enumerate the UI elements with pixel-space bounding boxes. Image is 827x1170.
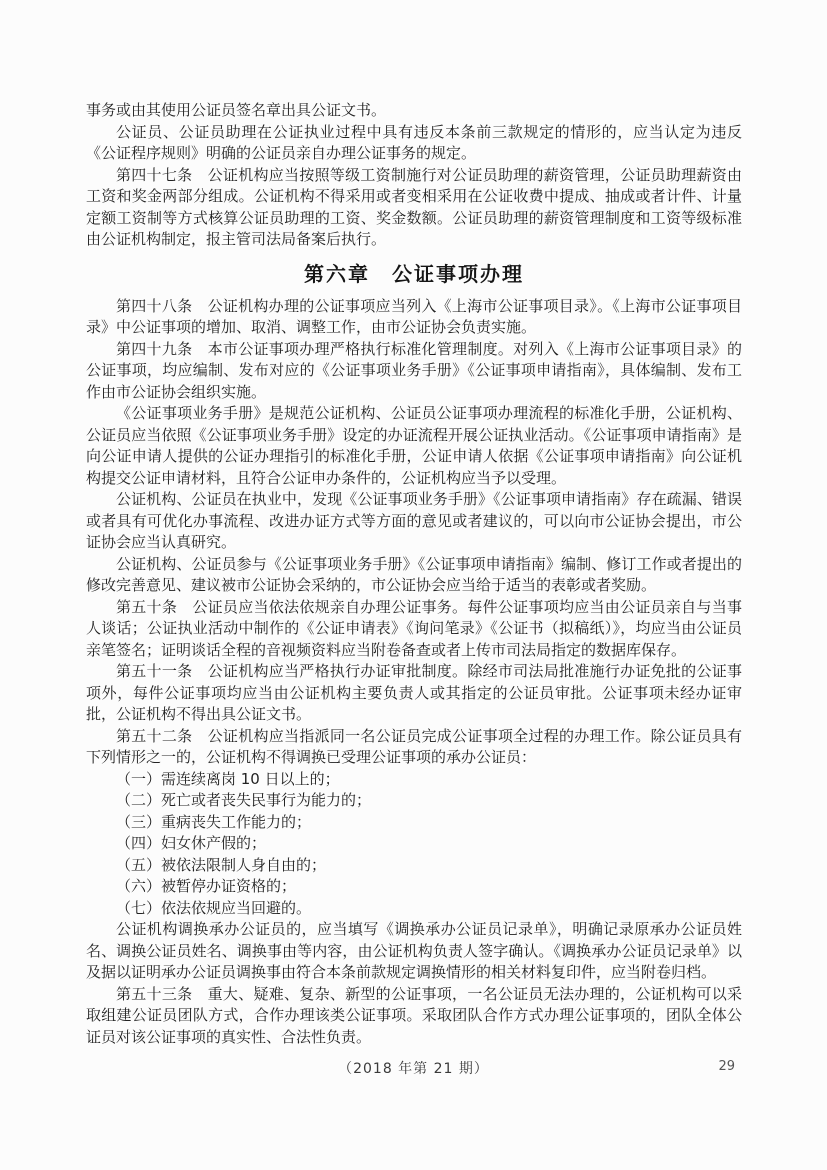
paragraph: 公证员、公证员助理在公证执业过程中具有违反本条前三款规定的情形的，应当认定为违反《公证程序规则》明确的公证员亲自办理公证事务的规定。 [86,122,742,162]
page-number: 29 [718,1059,735,1074]
paragraph: 《公证事项业务手册》是规范公证机构、公证员公证事项办理流程的标准化手册，公证机构、公证员应当依照《公证事项业务手册》设定的办证流程开展公证执业活动。《公证事项申请指南》是向公证申请人提供的公证办理指引的标准化手册，公证申请人依据《公证事项申请指南》向公证机构提交公证申请材料，且符合公证申办条件的，公证机构应当予以受理。 [86,404,742,487]
list-item: （四）妇女休产假的； [116,834,267,852]
chapter-heading: 第六章 公证事项办理 [304,261,524,286]
page-footer [0,1058,827,1080]
list-item: （五）被依法限制人身自由的； [116,855,327,874]
paragraph: 第五十一条 公证机构应当严格执行办证审批制度。除经市司法局批准施行办证免批的公证事项外，每件公证事项均应当由公证机构主要负责人或其指定的公证员审批。公证事项未经办证审批，公证机构不得出具公证文书。 [86,662,742,723]
document-body [86,100,742,1048]
paragraph: 公证机构、公证员在执业中，发现《公证事项业务手册》《公证事项申请指南》存在疏漏、错误或者具有可优化办事流程、改进办证方式等方面的意见或者建议的，可以向市公证协会提出，市公证协会应当认真研究。 [86,490,742,551]
paragraph: 第四十九条 本市公证事项办理严格执行标准化管理制度。对列入《上海市公证事项目录》的公证事项，均应编制、发布对应的《公证事项业务手册》《公证事项申请指南》，具体编制、发布工作由市公证协会组织实施。 [86,339,742,401]
paragraph: 第四十七条 公证机构应当按照等级工资制施行对公证员助理的薪资管理，公证员助理薪资由工资和奖金两部分组成。公证机构不得采用或者变相采用在公证收费中提成、抽成或者计件、计量定额工资制等方式核算公证员助理的工资、奖金数额。公证员助理的薪资管理制度和工资等级标准由公证机构制定，报主管司法局备案后执行。 [86,165,742,248]
list-item: （三）重病丧失工作能力的； [116,812,312,831]
list-item: （一）需连续离岗 10 日以上的； [116,769,340,788]
paragraph: 第四十八条 公证机构办理的公证事项应当列入《上海市公证事项目录》。《上海市公证事项目录》中公证事项的增加、取消、调整工作，由市公证协会负责实施。 [86,296,742,336]
list-item: （六）被暂停办证资格的； [116,877,297,895]
paragraph: 第五十二条 公证机构应当指派同一名公证员完成公证事项全过程的办理工作。除公证员具有下列情形之一的，公证机构不得调换已受理公证事项的承办公证员： [86,726,742,766]
list-item: （二）死亡或者丧失民事行为能力的； [116,791,372,809]
paragraph: 公证机构、公证员参与《公证事项业务手册》《公证事项申请指南》编制、修订工作或者提出的修改完善意见、建议被市公证协会采纳的，市公证协会应当给于适当的表彰或者奖励。 [86,554,742,594]
paragraph: 公证机构调换承办公证员的，应当填写《调换承办公证员记录单》，明确记录原承办公证员姓名、调换公证员姓名、调换事由等内容，由公证机构负责人签字确认。《调换承办公证员记录单》以及据以证明承办公证员调换事由符合本条前款规定调换情形的相关材料复印件，应当附卷归档。 [86,920,742,981]
paragraph: 事务或由其使用公证员签名章出具公证文书。 [86,101,387,119]
paragraph: 第五十三条 重大、疑难、复杂、新型的公证事项，一名公证员无法办理的，公证机构可以采取组建公证员团队方式，合作办理该类公证事项。采取团队合作方式办理公证事项的，团队全体公证员对该公证事项的真实性、合法性负责。 [86,984,742,1046]
issue-label: （2018 年第 21 期） [338,1061,489,1077]
paragraph: 第五十条 公证员应当依法依规亲自办理公证事务。每件公证事项均应当由公证员亲自与当事人谈话；公证执业活动中制作的《公证申请表》《询问笔录》《公证书（拟稿纸）》，均应当由公证员亲笔签名；证明谈话全程的音视频资料应当附卷备查或者上传市司法局指定的数据库保存。 [86,597,742,659]
list-item: （七）依法依规应当回避的。 [116,898,312,917]
